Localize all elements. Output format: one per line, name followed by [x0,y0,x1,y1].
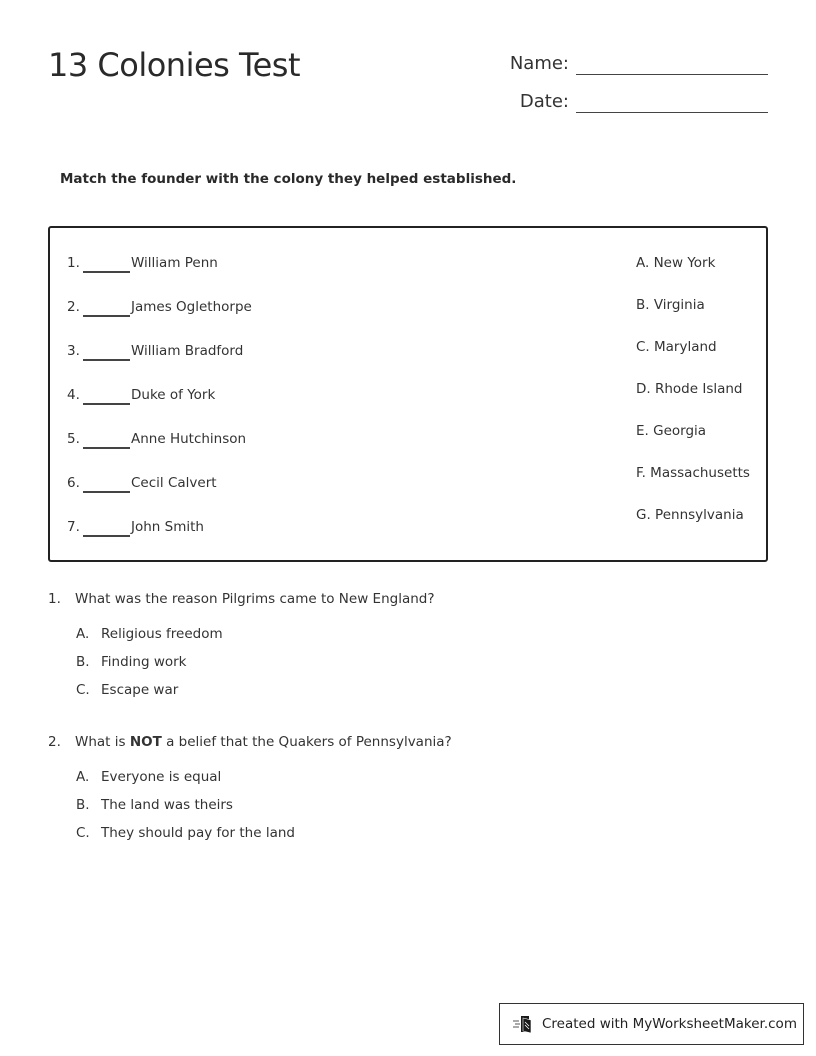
date-label: Date: [519,91,569,112]
founder-number: 1. [67,255,80,271]
founder-list [67,255,252,563]
answer-blank[interactable] [83,343,130,361]
option-text: Escape war [101,682,179,698]
question-text [75,734,452,750]
colony-option: B. Virginia [636,297,705,313]
colony-option: E. Georgia [636,423,707,439]
founder-item [67,299,252,343]
founder-number: 6. [67,475,80,491]
answer-blank[interactable] [83,387,130,405]
colony-option: D. Rhode Island [636,381,743,397]
option-text: They should pay for the land [101,825,295,841]
name-input-line[interactable] [576,54,768,75]
answer-option[interactable] [76,825,480,853]
founder-item [67,255,252,299]
colony-option: F. Massachusetts [636,465,750,481]
answer-blank[interactable] [83,255,130,273]
founder-name: Anne Hutchinson [131,431,247,447]
founder-number: 3. [67,343,80,359]
question-number: 1. [48,591,61,607]
option-text: Finding work [101,654,187,670]
founder-item [67,519,252,563]
name-label: Name: [509,53,569,74]
question-2 [48,734,452,841]
colony-option: G. Pennsylvania [636,507,744,523]
matching-box [48,226,768,562]
page-title: 13 Colonies Test [48,46,300,84]
answer-option[interactable] [76,626,463,654]
question-1 [48,591,435,698]
answer-blank[interactable] [83,299,130,317]
founder-name: William Penn [131,255,218,271]
founder-number: 5. [67,431,80,447]
option-letter: C. [76,825,90,841]
founder-name: Cecil Calvert [131,475,217,491]
founder-name: John Smith [131,519,204,535]
answer-blank[interactable] [83,475,130,493]
option-letter: B. [76,797,90,813]
founder-number: 7. [67,519,80,535]
option-letter: C. [76,682,90,698]
footer-text: Created with MyWorksheetMaker.com [542,1016,797,1032]
question-text-before: What is [75,734,130,750]
answer-blank[interactable] [83,519,130,537]
matching-instructions: Match the founder with the colony they helped established. [60,171,517,187]
question-number: 2. [48,734,61,750]
option-letter: A. [76,626,90,642]
founder-item [67,343,252,387]
question-emphasis: NOT [129,734,162,750]
founder-name: Duke of York [131,387,216,403]
answer-blank[interactable] [83,431,130,449]
founder-item [67,475,252,519]
answer-option[interactable] [76,797,480,825]
option-letter: A. [76,769,90,785]
footer-badge[interactable] [499,1003,804,1045]
name-field [505,53,768,75]
founder-name: William Bradford [131,343,244,359]
date-field [505,91,768,113]
founder-item [67,431,252,475]
answer-option[interactable] [76,654,463,682]
question-text: What was the reason Pilgrims came to New England? [75,591,435,607]
option-letter: B. [76,654,90,670]
answer-option[interactable] [76,682,463,710]
option-text: The land was theirs [101,797,233,813]
colony-option: A. New York [636,255,716,271]
answer-option[interactable] [76,769,480,797]
answer-options [76,769,480,853]
founder-number: 4. [67,387,80,403]
answer-options [76,626,463,710]
question-text-after: a belief that the Quakers of Pennsylvania? [161,734,452,750]
founder-name: James Oglethorpe [131,299,252,315]
option-text: Everyone is equal [101,769,222,785]
date-input-line[interactable] [576,92,768,113]
colony-list [636,255,750,549]
option-text: Religious freedom [101,626,223,642]
founder-item [67,387,252,431]
founder-number: 2. [67,299,80,315]
colony-option: C. Maryland [636,339,717,355]
worksheet-logo-icon [512,1014,534,1034]
